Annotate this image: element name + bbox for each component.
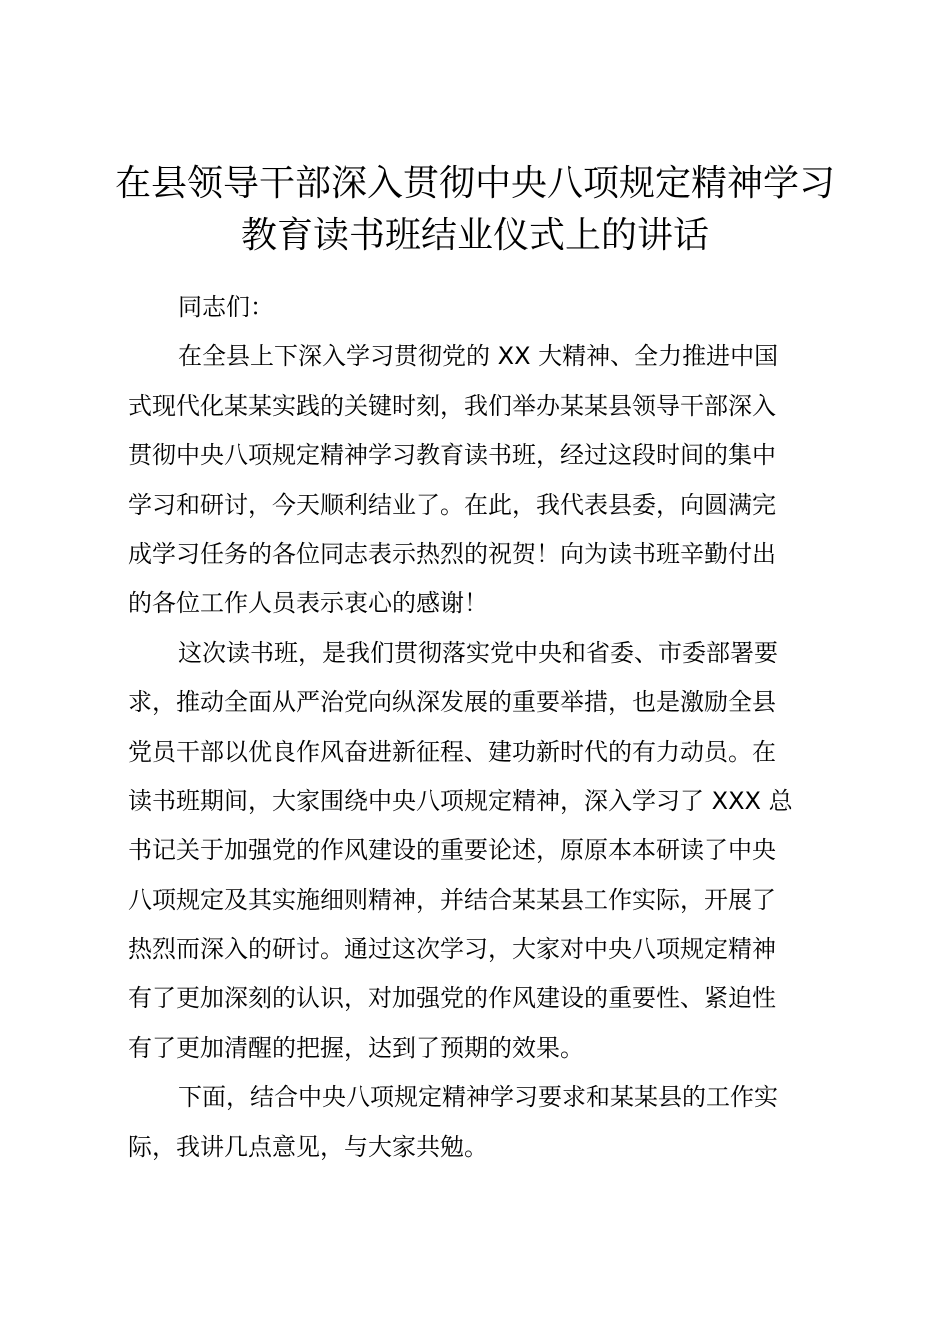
salutation: 同志们：: [178, 293, 274, 321]
paragraph-line: 学习和研讨，今天顺利结业了。在此，我代表县委，向圆满完: [128, 490, 776, 519]
paragraph-line: 热烈而深入的研讨。通过这次学习，大家对中央八项规定精神: [128, 935, 776, 964]
paragraph-line: 这次读书班，是我们贯彻落实党中央和省委、市委部署要: [178, 638, 778, 667]
paragraph-line: 有了更加深刻的认识，对加强党的作风建设的重要性、紧迫性: [128, 984, 776, 1013]
paragraph-line: 求，推动全面从严治党向纵深发展的重要举措，也是激励全县: [128, 688, 776, 717]
document-body: [128, 283, 832, 1172]
paragraph-1: [128, 332, 832, 628]
paragraph-line: 读书班期间，大家围绕中央八项规定精神，深入学习了 XXX 总: [128, 786, 793, 815]
paragraph-line: 书记关于加强党的作风建设的重要论述，原原本本研读了中央: [128, 836, 776, 865]
paragraph-3: [128, 1073, 832, 1172]
paragraph-line: 的各位工作人员表示衷心的感谢！: [128, 589, 488, 618]
title-line: 在县领导干部深入贯彻中央八项规定精神学习: [114, 163, 835, 204]
paragraph-line: 党员干部以优良作风奋进新征程、建功新时代的有力动员。在: [128, 737, 776, 766]
paragraph-line: 八项规定及其实施细则精神，并结合某某县工作实际，开展了: [128, 885, 776, 914]
document-title: [100, 158, 850, 262]
paragraph-line: 成学习任务的各位同志表示热烈的祝贺！向为读书班辛勤付出: [128, 539, 776, 568]
paragraph-line: 贯彻中央八项规定精神学习教育读书班，经过这段时间的集中: [128, 441, 776, 470]
paragraph-line: 下面，结合中央八项规定精神学习要求和某某县的工作实: [178, 1083, 778, 1112]
title-line: 教育读书班结业仪式上的讲话: [240, 215, 709, 256]
paragraph-line: 有了更加清醒的把握，达到了预期的效果。: [128, 1033, 584, 1062]
paragraph-line: 在全县上下深入学习贯彻党的 XX 大精神、全力推进中国: [178, 342, 779, 371]
paragraph-line: 式现代化某某实践的关键时刻，我们举办某某县领导干部深入: [128, 391, 776, 420]
paragraph-line: 际，我讲几点意见，与大家共勉。: [128, 1132, 488, 1161]
paragraph-2: [128, 629, 832, 1074]
